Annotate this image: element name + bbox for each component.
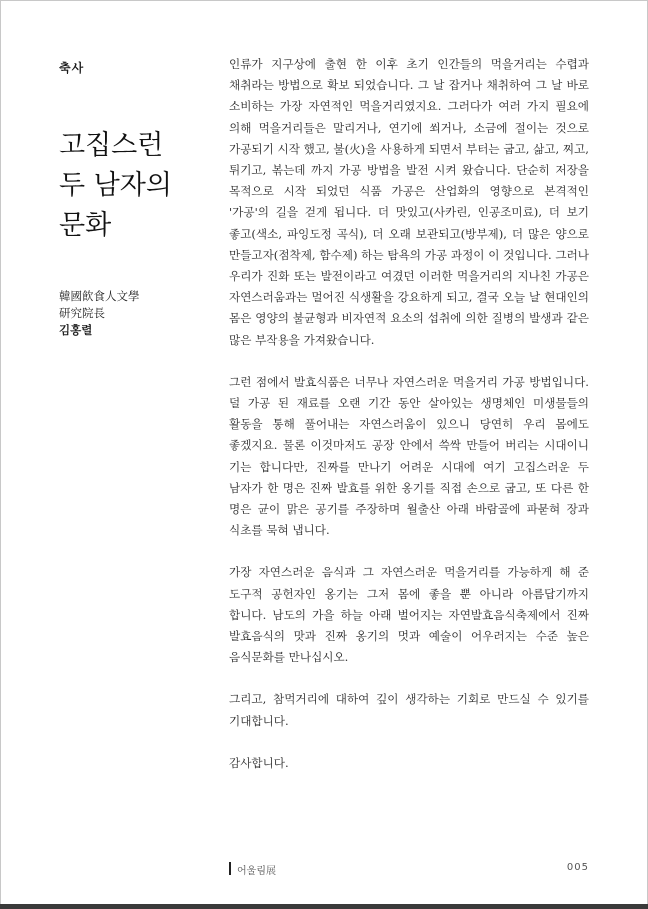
- page-footer: [229, 861, 589, 877]
- article-title: [59, 126, 219, 246]
- left-column: [59, 59, 209, 339]
- body-paragraph: 그리고, 참먹거리에 대하여 깊이 생각하는 기회로 만드실 수 있기를 기대합니다.: [229, 692, 589, 728]
- body-text: [229, 54, 589, 795]
- author-position: 研究院長: [59, 306, 105, 320]
- body-paragraph: 그런 점에서 발효식품은 너무나 자연스러운 먹을거리 가공 방법입니다. 덜 가공 된 재료를 오랜 기간 동안 살아있는 생명체인 미생물들의 활동을 통해 풀어내는 자연스러움이 있으니 당연히 우리 몸에도 좋겠지요. 물론 이것마저도 공장 안에서 쓱싹 만들어 버리는 시대이니 기는 합니다만, 진짜를 만나기 어려운 시대에 여기 고집스러운 두 남자가 한 명은 진짜 발효를 위한 옹기를 직접 손으로 굽고, 또 다른 한 명은 균이 맑은 공기를 주장하며 월출산 아래 바람골에 파묻혀 장과 식초를 묵혀 냅니다.: [229, 374, 589, 538]
- title-line: 두 남자의: [59, 170, 172, 201]
- title-line: 고집스런: [59, 130, 164, 161]
- title-line: 문화: [59, 210, 112, 241]
- author-organization: 韓國飮食人文學: [59, 289, 140, 303]
- body-paragraph: 인류가 지구상에 출현 한 이후 초기 인간들의 먹을거리는 수렵과 채취라는 방법으로 확보 되었습니다. 그 날 잡거나 채취하여 그 날 바로 소비하는 가장 자연적인 먹을거리였지요. 그러다가 여러 가지 필요에 의해 먹을거리들은 말리거나, 연기에 쐬거나, 소금에 절이는 것으로 가공되기 시작 했고, 불(火)을 사용하게 되면서 부터는 굽고, 삶고, 찌고, 튀기고, 볶는데 까지 가공 방법을 발전 시켜 왔습니다. 단순히 저장을 목적으로 시작 되었던 식품 가공은 산업화의 영향으로 본격적인 '가공'의 길을 걷게 됩니다. 더 맛있고(사카린, 인공조미료), 더 보기 좋고(색소, 파잉도정 곡식), 더 오래 보관되고(방부제), 더 많은 양으로 만들고자(점착제, 함수제) 하는 탐욕의 가공 과정이 이 것입니다. 그러나 우리가 진화 또는 발전이라고 여겼던 이러한 먹을거리의 지나친 가공은 자연스러움과는 멀어진 식생활을 강요하게 되고, 결국 오늘 날 현대인의 몸은 영양의 불균형과 비자연적 요소의 섭취에 의한 질병의 발생과 같은 많은 부작용을 가져왔습니다.: [229, 57, 589, 347]
- footer-divider-bar: [229, 862, 231, 875]
- footer-label: 어울림展: [237, 866, 276, 877]
- section-label: 축사: [59, 61, 85, 75]
- closing-paragraph: 감사합니다.: [229, 755, 289, 770]
- body-paragraph: 가장 자연스러운 음식과 그 자연스러운 먹을거리를 가능하게 해 준 도구적 공헌자인 옹기는 그저 몸에 좋을 뿐 아니라 아름답기까지 합니다. 남도의 가을 하늘 아래 벌어지는 자연발효음식축제에서 진짜 발효음식의 맛과 진짜 옹기의 멋과 예술이 어우러지는 수준 높은 음식문화를 만나십시오.: [229, 565, 589, 665]
- page-number: 005: [566, 862, 589, 873]
- author-name: 김홍렬: [59, 323, 93, 337]
- author-block: [59, 288, 209, 339]
- bottom-band: [0, 904, 648, 909]
